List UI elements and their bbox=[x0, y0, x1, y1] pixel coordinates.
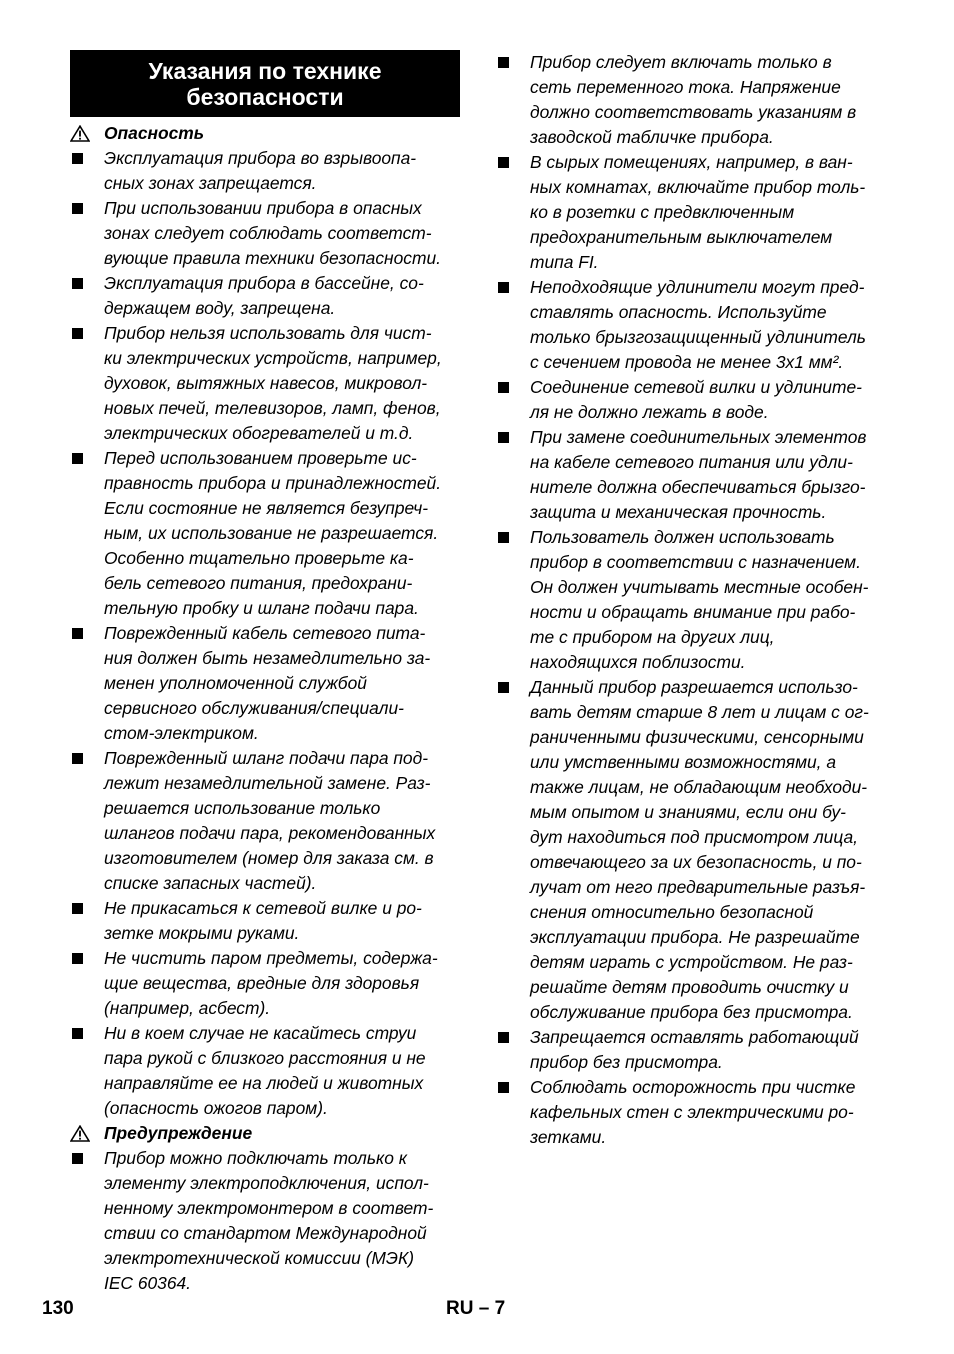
list-item-text: Прибор можно подключать только к элементу электроподключения, испол- ненному электромонтером в соответ- ствии со стандартом Международной электротехнической комиссии (МЭК) IEC 60364. bbox=[104, 1148, 434, 1293]
danger-heading bbox=[70, 121, 460, 146]
list-item bbox=[496, 1075, 892, 1150]
list-item-text: Пользователь должен использовать прибор в соответствии с назначением. Он должен учитывать местные особен- ности и обращать внимание при рабо- те с прибором на других лиц, находящихся поблизости. bbox=[530, 527, 869, 672]
list-item-text: Данный прибор разрешается использо- вать детям старше 8 лет и лицам с ог- раниченными физическими, сенсорными или умственными возможностями, а также лицам, не обладающим необходи- мым опытом и знаниями, если они бу- дут находиться под присмотром лица, отвечающего за их безопасность, и по- лучат от него предварительные разъя- снения относительно безопасной эксплуатации прибора. Не разрешайте детям играть с устройством. Не раз- решайте детям проводить очистку и обслуживание прибора без присмотра. bbox=[530, 677, 869, 1022]
square-bullet-icon bbox=[70, 621, 104, 646]
square-bullet-icon bbox=[70, 946, 104, 971]
warning-heading-label: Предупреждение bbox=[104, 1123, 253, 1143]
square-bullet-icon bbox=[70, 271, 104, 296]
list-item-text: Не прикасаться к сетевой вилке и ро- зетке мокрыми руками. bbox=[104, 898, 422, 943]
list-item bbox=[70, 946, 460, 1021]
warning-triangle-icon bbox=[70, 1121, 104, 1142]
list-item-text: Запрещается оставлять работающий прибор без присмотра. bbox=[530, 1027, 859, 1072]
list-item bbox=[496, 1025, 892, 1075]
list-item bbox=[70, 1021, 460, 1121]
list-item bbox=[496, 150, 892, 275]
square-bullet-icon bbox=[70, 196, 104, 221]
list-item-text: При замене соединительных элементов на кабеле сетевого питания или удли- нителе должна обеспечиваться брызго- защита и механическая прочность. bbox=[530, 427, 867, 522]
warning-list-left bbox=[70, 1146, 460, 1296]
square-bullet-icon bbox=[496, 675, 530, 700]
list-item bbox=[70, 146, 460, 196]
list-item bbox=[70, 196, 460, 271]
page-label: RU – 7 bbox=[446, 1298, 506, 1319]
list-item bbox=[496, 50, 892, 150]
square-bullet-icon bbox=[70, 1021, 104, 1046]
danger-heading-label: Опасность bbox=[104, 123, 205, 143]
list-item bbox=[496, 275, 892, 375]
square-bullet-icon bbox=[70, 146, 104, 171]
left-column bbox=[70, 50, 460, 1296]
list-item-text: Соблюдать осторожность при чистке кафельных стен с электрическими ро- зетками. bbox=[530, 1077, 856, 1147]
square-bullet-icon bbox=[496, 375, 530, 400]
square-bullet-icon bbox=[496, 525, 530, 550]
list-item-text: В сырых помещениях, например, в ван- ных комнатах, включайте прибор толь- ко в розетки с предвключенным предохранительным выключателем типа FI. bbox=[530, 152, 866, 272]
section-title bbox=[70, 50, 460, 117]
list-item-text: Прибор следует включать только в сеть переменного тока. Напряжение должно соответствовать указаниям в заводской табличке прибора. bbox=[530, 52, 857, 147]
list-item bbox=[70, 271, 460, 321]
list-item-text: Неподходящие удлинители могут пред- ставлять опасность. Используйте только брызгозащищенный удлинитель с сечением провода не менее 3x1 мм². bbox=[530, 277, 866, 372]
square-bullet-icon bbox=[70, 746, 104, 771]
list-item bbox=[70, 746, 460, 896]
square-bullet-icon bbox=[70, 321, 104, 346]
list-item bbox=[496, 425, 892, 525]
square-bullet-icon bbox=[70, 1146, 104, 1171]
square-bullet-icon bbox=[496, 1075, 530, 1100]
warning-heading bbox=[70, 1121, 460, 1146]
list-item bbox=[496, 525, 892, 675]
list-item bbox=[70, 321, 460, 446]
list-item-text: Ни в коем случае не касайтесь струи пара рукой с близкого расстояния и не направляйте ее на людей и животных (опасность ожогов паром). bbox=[104, 1023, 426, 1118]
right-column bbox=[496, 50, 892, 1150]
warning-list-right bbox=[496, 50, 892, 1150]
square-bullet-icon bbox=[496, 1025, 530, 1050]
list-item bbox=[496, 375, 892, 425]
warning-triangle-icon bbox=[70, 121, 104, 142]
list-item-text: Поврежденный шланг подачи пара под- лежит незамедлительной замене. Раз- решается использование только шлангов подачи пара, рекомендованных изготовителем (номер для заказа см. в списке запасных частей). bbox=[104, 748, 436, 893]
list-item bbox=[70, 1146, 460, 1296]
list-item-text: Эксплуатация прибора в бассейне, со- держащем воду, запрещена. bbox=[104, 273, 424, 318]
list-item-text: Поврежденный кабель сетевого пита- ния должен быть незамедлительно за- менен уполномоченной службой сервисного обслуживания/специали- стом-электриком. bbox=[104, 623, 431, 743]
list-item-text: Не чистить паром предметы, содержа- щие вещества, вредные для здоровья (например, асбест). bbox=[104, 948, 438, 1018]
square-bullet-icon bbox=[496, 50, 530, 75]
list-item bbox=[70, 446, 460, 621]
danger-list bbox=[70, 146, 460, 1121]
page-number: 130 bbox=[42, 1298, 74, 1319]
square-bullet-icon bbox=[70, 446, 104, 471]
list-item bbox=[70, 621, 460, 746]
square-bullet-icon bbox=[496, 275, 530, 300]
list-item-text: Соединение сетевой вилки и удлините- ля не должно лежать в воде. bbox=[530, 377, 862, 422]
list-item-text: Прибор нельзя использовать для чист- ки электрических устройств, например, духовок, вытяжных навесов, микровол- новых печей, телевизоров, ламп, фенов, электрических обогревателей и т.д. bbox=[104, 323, 442, 443]
square-bullet-icon bbox=[496, 150, 530, 175]
list-item-text: Перед использованием проверьте ис- правность прибора и принадлежностей. Если состояние не является безупреч- ным, их использование не разрешается. Особенно тщательно проверьте ка- бель сетевого питания, предохрани- тельную пробку и шланг подачи пара. bbox=[104, 448, 442, 618]
list-item-text: Эксплуатация прибора во взрывоопа- сных зонах запрещается. bbox=[104, 148, 417, 193]
square-bullet-icon bbox=[70, 896, 104, 921]
section-title-line: Указания по технике bbox=[148, 57, 382, 84]
section-title-line: безопасности bbox=[186, 83, 344, 110]
list-item bbox=[496, 675, 892, 1025]
list-item bbox=[70, 896, 460, 946]
square-bullet-icon bbox=[496, 425, 530, 450]
list-item-text: При использовании прибора в опасных зонах следует соблюдать соответст- вующие правила техники безопасности. bbox=[104, 198, 441, 268]
